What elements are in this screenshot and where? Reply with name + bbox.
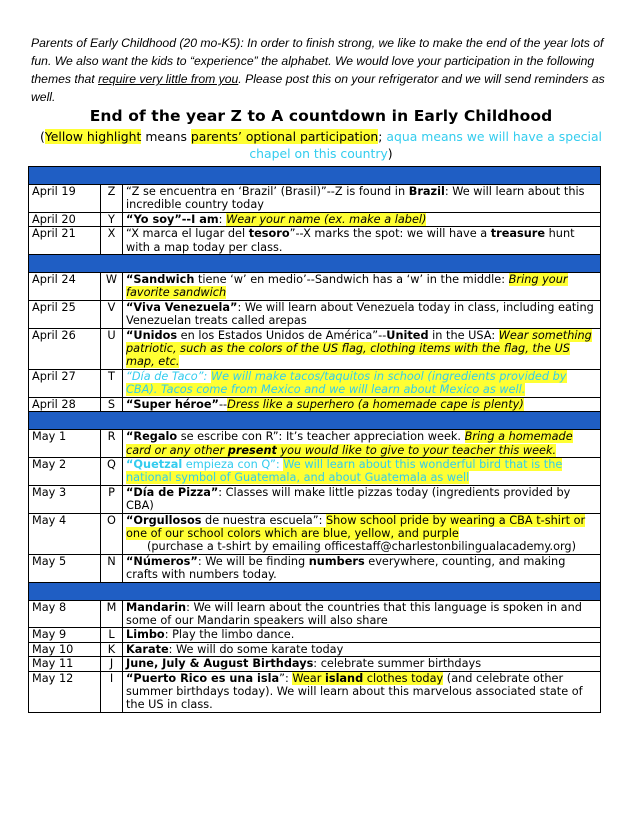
activity-highlight: clothes today [363,671,444,685]
activity-highlight: you would like to give to your teacher this week. [276,443,557,457]
table-row [29,369,601,397]
legend-yellow-label: Yellow highlight [44,129,142,144]
activity-highlight: Wear your name (ex. make a label) [226,212,427,226]
activity-bold: numbers [308,554,365,568]
activity-bold: Brazil [408,185,445,198]
date-cell: May 12 [29,671,101,712]
activity-text: hunt with a map today per class. [126,227,575,254]
table-row [29,328,601,369]
activity-text: : We will do some karate today [168,642,344,656]
activity-cell [123,273,601,301]
legend-aqua-text: aqua means we will have a special chapel on this country [249,129,602,161]
legend [30,128,612,162]
activity-bold: “Viva Venezuela” [126,300,238,314]
legend-close: ) [387,146,393,161]
date-cell: April 24 [29,273,101,301]
activity-cell [123,657,601,671]
activity-bold: tesoro [248,227,290,241]
letter-cell: M [101,600,123,628]
activity-aqua-bold: “Quetzal [126,457,183,471]
date-cell: May 5 [29,554,101,582]
activity-bold: Karate [126,642,169,656]
table-row [29,657,601,671]
activity-text: de nuestra escuela”: [201,513,326,527]
activity-aqua-highlight: We will make tacos/taquitos in school (ingredients provided by CBA). Tacos come from Mexico and we will learn about Mexico as well. [126,369,567,397]
activity-bold: treasure [490,227,546,241]
activity-highlight: Wear [292,671,325,685]
activity-cell [123,600,601,628]
date-cell: April 25 [29,300,101,328]
table-row [29,554,601,582]
activity-aqua: empieza con Q”: [182,457,284,471]
activity-text: se escribe con R”: It’s teacher appreciation week. [177,430,465,444]
letter-cell: P [101,485,123,513]
letter-cell: W [101,273,123,301]
date-cell: May 1 [29,430,101,458]
date-cell: May 8 [29,600,101,628]
activity-cell [123,227,601,255]
date-cell: April 26 [29,328,101,369]
activity-text: : We will learn about the countries that this language is spoken in and some of our Mandarin speakers will also share [126,600,582,627]
activity-highlight: Show school pride by wearing a CBA t-shirt or one of our school colors which are blue, yellow, and purple [126,513,586,540]
activity-text: : We will learn about this incredible country today [126,185,585,212]
date-cell: May 4 [29,513,101,554]
activity-cell [123,397,601,411]
activity-text: “Z se encuentra en ‘Brazil’ (Brasil)”--Z is found in [126,185,409,198]
table-row [29,430,601,458]
activity-aqua-highlight: We will learn about this wonderful bird that is the national symbol of Guatemala, and about Guatemala as well [126,457,563,485]
activity-bold: “Orgullosos [126,513,202,527]
activity-text: : We will be finding [197,554,309,568]
date-cell: May 2 [29,457,101,485]
letter-cell: L [101,628,123,642]
activity-cell [123,328,601,369]
activity-text: everywhere, counting, and making crafts with numbers today. [126,554,566,582]
activity-aqua: “Día de Taco”: [126,369,211,383]
page-title: End of the year Z to A countdown in Early Childhood [89,107,553,125]
activity-cell [123,300,601,328]
intro-text-1: Parents of Early Childhood (20 mo-K5): In order to finish strong, we like to make the end of the year lots of fun. We also want the kids to “experience” the alphabet. We would love your participation in the following themes that [31,36,604,86]
activity-text: : We will learn about Venezuela today in class, including eating Venezuelan treats called arepas [126,300,594,328]
table-row [29,227,601,255]
activity-highlight: Dress like a superhero (a homemade cape is plenty) [227,397,524,411]
activity-text: : celebrate summer birthdays [313,657,482,671]
activity-bold: “Yo soy”--I am [126,212,219,226]
legend-open: ( [39,129,45,144]
intro-underlined: require very little from you [98,72,239,86]
activity-bold: United [386,328,429,342]
letter-cell: I [101,671,123,712]
date-cell: April 27 [29,369,101,397]
letter-cell: Q [101,457,123,485]
activity-bold: “Unidos [126,328,178,342]
activity-cell [123,369,601,397]
letter-cell: Y [101,212,123,226]
table-row [29,485,601,513]
letter-cell: V [101,300,123,328]
letter-cell: O [101,513,123,554]
activity-bold: “Super héroe” [126,397,219,411]
activity-cell [123,671,601,712]
activity-text: in the USA: [428,328,499,342]
table-row [29,671,601,712]
table-row [29,300,601,328]
letter-cell: T [101,369,123,397]
letter-cell: Z [101,185,123,213]
letter-cell: K [101,642,123,656]
activity-text: : Classes will make little pizzas today (ingredients provided by CBA) [126,485,571,513]
date-cell: May 3 [29,485,101,513]
activity-cell [123,642,601,656]
activity-text: (and celebrate other summer birthdays today). We will learn about this marvelous associated state of the US in class. [126,671,583,712]
activity-cell [123,212,601,226]
table-row [29,628,601,642]
table-row [29,212,601,226]
letter-cell: S [101,397,123,411]
intro-text-2: . Please post this on your refrigerator and we will send reminders as well. [31,72,605,104]
activity-text: “X marca el lugar del [126,227,249,241]
activity-bold: June, July & August Birthdays [126,657,314,671]
week-separator [29,412,601,430]
intro-paragraph [31,34,613,106]
week-separator [29,582,601,600]
table-row [29,185,601,213]
activity-text: ”: [279,671,293,685]
table-row [29,600,601,628]
activity-cell [123,554,601,582]
activity-highlight: Wear something patriotic, such as the colors of the US flag, clothing items with the flag, the US map, etc. [126,328,592,369]
activity-text: tiene ‘w’ en medio’--Sandwich has a ‘w’ in the middle: [194,273,509,287]
activity-text: ”--X marks the spot: we will have a [289,227,491,241]
activity-cell [123,485,601,513]
activity-highlight-bold: present [227,443,277,457]
activity-cell [123,513,601,554]
activity-bold: “Puerto Rico es una [126,671,257,685]
date-cell: April 20 [29,212,101,226]
schedule-table [28,166,601,713]
activity-bold: Mandarin [126,600,187,614]
letter-cell: J [101,657,123,671]
activity-bold: “Regalo [126,430,178,444]
letter-cell: X [101,227,123,255]
activity-highlight: Bring your favorite sandwich [126,273,568,300]
activity-highlight: Bring a homemade card or any other [126,430,573,457]
week-separator [29,255,601,273]
table-row [29,397,601,411]
letter-cell: R [101,430,123,458]
legend-semicolon: ; [378,129,383,144]
activity-centered-note: (purchase a t-shirt by emailing officestaff@charlestonbilingualacademy.org) [146,540,577,554]
date-cell: May 10 [29,642,101,656]
letter-cell: N [101,554,123,582]
table-row [29,273,601,301]
table-row [29,642,601,656]
week-separator [29,167,601,185]
activity-bold: “Día de Pizza” [126,485,219,499]
legend-parents-label: parents’ optional participation [190,129,379,144]
activity-text: -- [218,397,228,411]
date-cell: May 11 [29,657,101,671]
activity-bold: “Sandwich [126,273,195,287]
date-cell: April 21 [29,227,101,255]
activity-bold: Limbo [126,628,165,642]
activity-cell [123,628,601,642]
legend-means: means [141,129,191,144]
activity-bold: “Números” [126,554,198,568]
date-cell: April 19 [29,185,101,213]
table-row [29,457,601,485]
activity-cell [123,430,601,458]
activity-text: en los Estados Unidos de América”-- [177,328,387,342]
activity-cell [123,457,601,485]
activity-text: : Play the limbo dance. [164,628,295,642]
date-cell: May 9 [29,628,101,642]
activity-bold: isla [257,671,280,685]
activity-text: : [218,212,227,226]
date-cell: April 28 [29,397,101,411]
table-row [29,513,601,554]
activity-highlight-bold: island [324,671,364,685]
letter-cell: U [101,328,123,369]
activity-cell [123,185,601,213]
